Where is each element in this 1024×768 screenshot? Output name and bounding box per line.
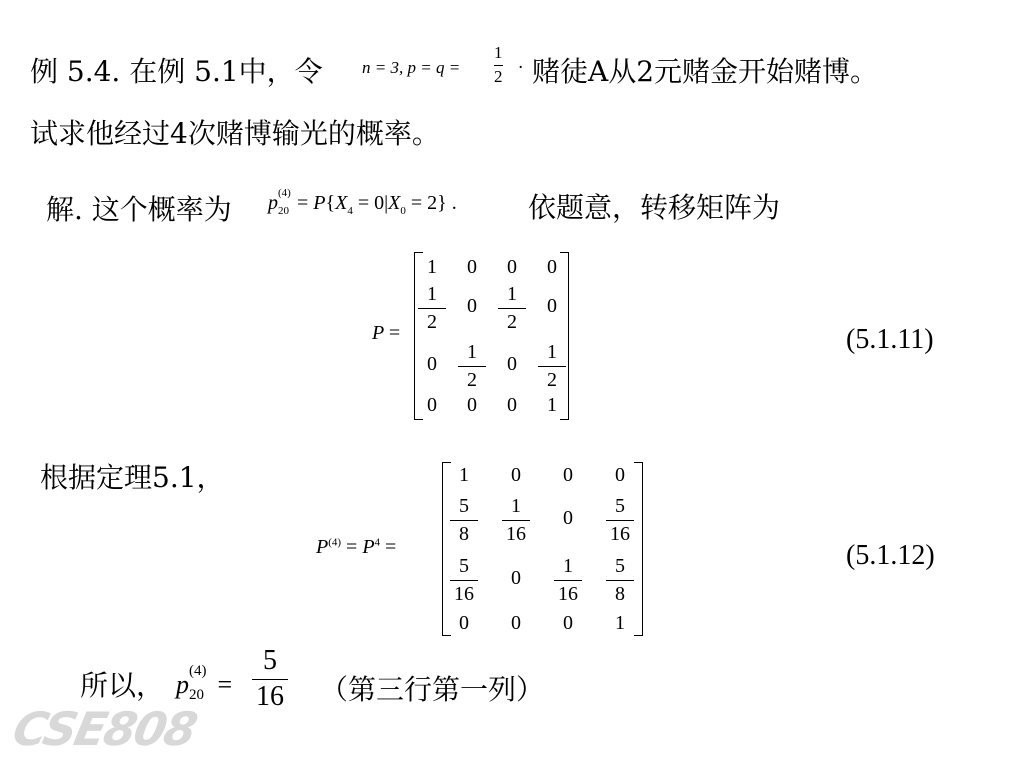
matrix-p4-cell-r3-c3: 1 16 [554, 555, 582, 605]
matrix-p4-cell-r3-c4: 5 8 [606, 555, 634, 605]
matrix-p-cell-r3-c3: 0 [507, 353, 517, 375]
conclusion-label: 所以， [80, 669, 165, 702]
example-condition: n = 3, p = q = [362, 58, 461, 77]
watermark-logo: CSE808 [8, 702, 201, 756]
example-dot: · [518, 58, 524, 78]
solution-label: 解. 这个概率为 [46, 193, 232, 226]
matrix-p4-cell-r2-c4: 5 16 [606, 495, 634, 545]
matrix-p-lhs: P = [372, 322, 401, 344]
matrix-p-cell-r3-c2: 1 2 [458, 341, 486, 391]
matrix-p-cell-r1-c4: 0 [547, 256, 557, 278]
matrix-p-cell-r2-c1: 1 2 [418, 283, 446, 333]
matrix-p-cell-r4-c1: 0 [427, 394, 437, 416]
matrix-p-cell-r4-c3: 0 [507, 394, 517, 416]
example-label: 例 5.4. 在例 5.1中，令 [30, 55, 323, 88]
matrix-p-eq-number: (5.1.11) [846, 324, 934, 355]
matrix-p-cell-r2-c4: 0 [547, 295, 557, 317]
matrix-p4-cell-r2-c3: 0 [563, 507, 573, 529]
matrix-p-cell-r3-c1: 0 [427, 353, 437, 375]
solution-formula: p (4) 20 = $P\{X_4 = 0|X_0 = 2\}$ . [268, 187, 457, 217]
matrix-p4-left-bracket [442, 462, 451, 636]
matrix-p4-cell-r2-c1: 5 8 [450, 495, 478, 545]
example-text-rest: 赌徒A从2元赌金开始赌博。 [532, 55, 879, 88]
matrix-p4-cell-r1-c1: 1 [459, 464, 469, 486]
theorem-eq-number: (5.1.12) [846, 540, 935, 571]
matrix-p4-cell-r4-c2: 0 [511, 612, 521, 634]
example-question: 试求他经过4次赌博输光的概率。 [30, 117, 440, 150]
conclusion-fraction: 5 16 [252, 646, 288, 712]
matrix-p4-cell-r1-c2: 0 [511, 464, 521, 486]
matrix-p4-cell-r4-c4: 1 [615, 612, 625, 634]
matrix-p4-cell-r4-c3: 0 [563, 612, 573, 634]
conclusion-note: （第三行第一列） [320, 673, 545, 706]
matrix-p-cell-r1-c3: 0 [507, 256, 517, 278]
matrix-p-cell-r2-c3: 1 2 [498, 283, 526, 333]
conclusion-lhs: p (4) 20 = [176, 663, 233, 703]
matrix-p4-cell-r2-c2: 1 16 [502, 495, 530, 545]
matrix-p4-cell-r4-c1: 0 [459, 612, 469, 634]
example-condition-fraction: 1 2 [494, 43, 503, 86]
matrix-p-cell-r1-c1: 1 [427, 256, 437, 278]
matrix-p4-right-bracket [634, 462, 643, 636]
matrix-p4-cell-r3-c2: 0 [511, 567, 521, 589]
theorem-lhs: $P^{(4)} = P^4$ = [316, 536, 397, 558]
solution-rest: 依题意，转移矩阵为 [528, 191, 781, 224]
matrix-p4-cell-r1-c3: 0 [563, 464, 573, 486]
matrix-p-cell-r1-c2: 0 [467, 256, 477, 278]
matrix-p-cell-r3-c4: 1 2 [538, 341, 566, 391]
matrix-p-cell-r4-c2: 0 [467, 394, 477, 416]
matrix-p-cell-r4-c4: 1 [547, 394, 557, 416]
theorem-label: 根据定理5.1， [40, 461, 225, 494]
matrix-p4-cell-r1-c4: 0 [615, 464, 625, 486]
matrix-p4-cell-r3-c1: 5 16 [450, 555, 478, 605]
matrix-p-cell-r2-c2: 0 [467, 295, 477, 317]
